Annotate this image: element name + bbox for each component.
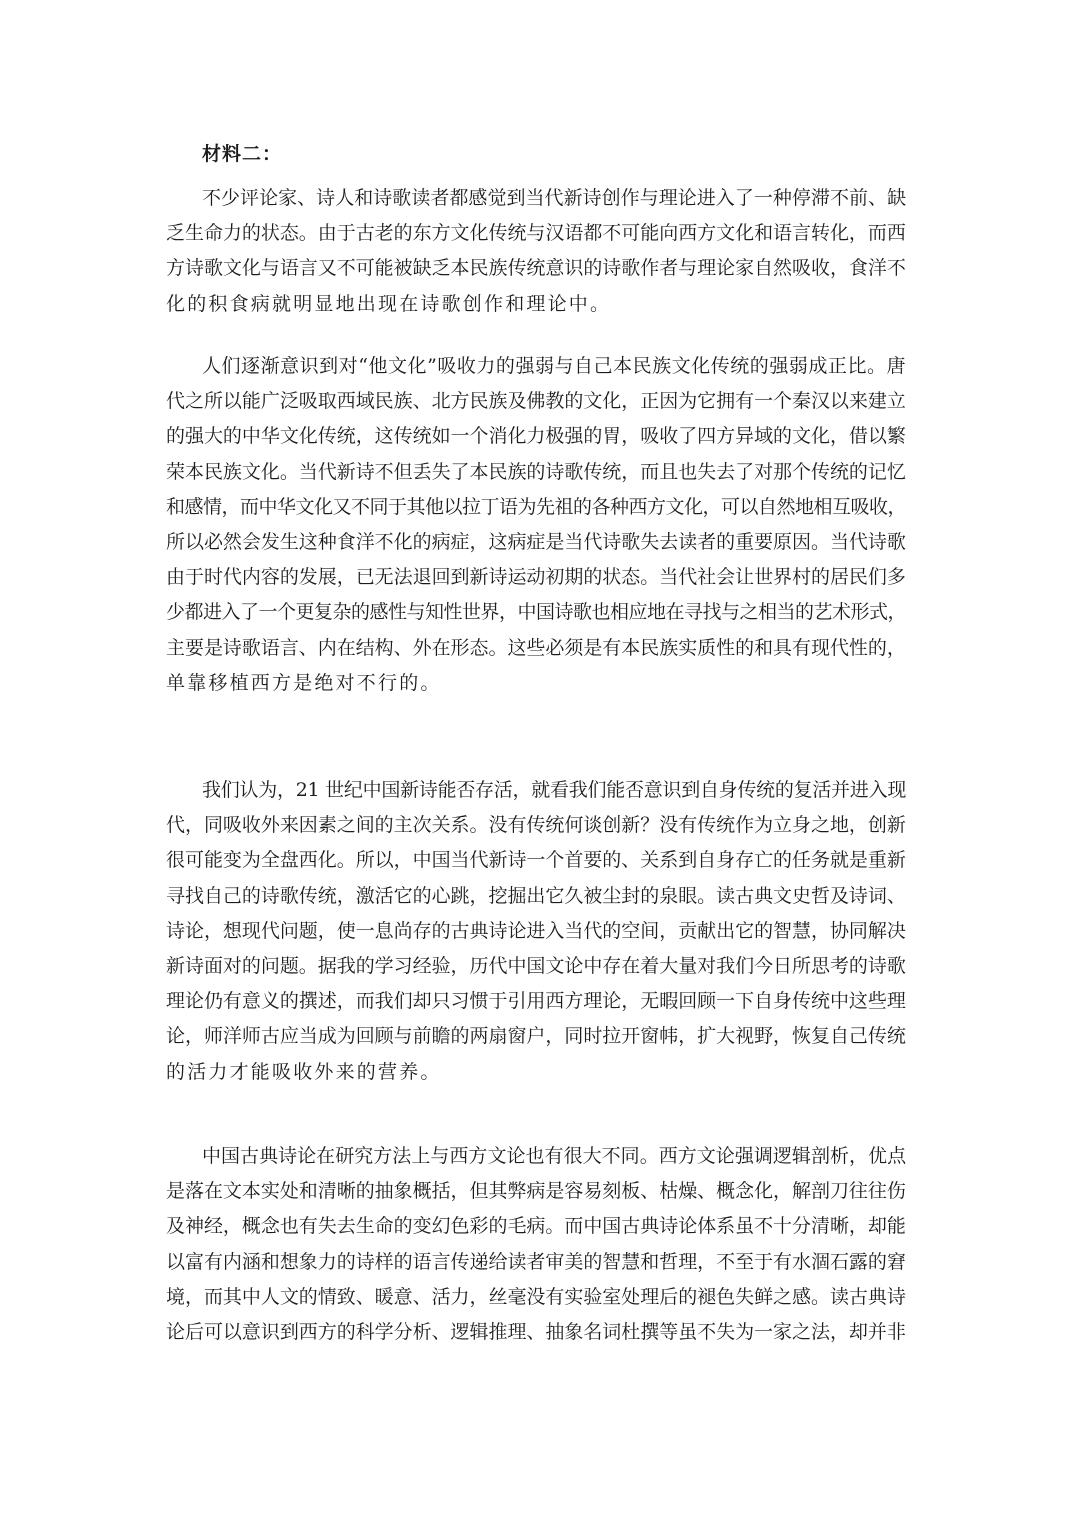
paragraph-2-line: 人们逐渐意识到对“他文化”吸收力的强弱与自己本民族文化传统的强弱成正比。唐 <box>202 355 907 377</box>
paragraph-2-line: 所以必然会发生这种食洋不化的病症，这病症是当代诗歌失去读者的重要原因。当代诗歌 <box>166 531 906 553</box>
paragraph-1-line: 乏生命力的状态。由于古老的东方文化传统与汉语都不可能向西方文化和语言转化，而西 <box>166 222 906 245</box>
paragraph-4-line: 以富有内涵和想象力的诗样的语言传递给读者审美的智慧和哲理，不至于有水涸石露的窘 <box>166 1250 906 1273</box>
paragraph-3-line: 代，同吸收外来因素之间的主次关系。没有传统何谈创新？没有传统作为立身之地，创新 <box>166 814 906 837</box>
paragraph-2-line: 由于时代内容的发展，已无法退回到新诗运动初期的状态。当代社会让世界村的居民们多 <box>166 566 906 589</box>
paragraph-4-line: 境，而其中人文的情致、暖意、活力，丝毫没有实验室处理后的褪色失鲜之感。读古典诗 <box>166 1285 906 1308</box>
paragraph-4-line: 是落在文本实处和清晰的抽象概括，但其弊病是容易刻板、枯燥、概念化，解剖刀往往伤 <box>166 1180 906 1203</box>
paragraph-3-line: 论，师洋师古应当成为回顾与前瞻的两扇窗户，同时拉开窗帏，扩大视野，恢复自己传统 <box>166 1025 906 1048</box>
paragraph-3-line: 新诗面对的问题。据我的学习经验，历代中国文论中存在着大量对我们今日所思考的诗歌 <box>166 955 906 977</box>
paragraph-2-line: 荣本民族文化。当代新诗不但丢失了本民族的诗歌传统，而且也失去了对那个传统的记忆 <box>166 460 906 483</box>
paragraph-2-line: 单靠移植西方是绝对不行的。 <box>166 671 442 694</box>
paragraph-3-line: 我们认为，21 世纪中国新诗能否存活，就看我们能否意识到自身传统的复活并进入现 <box>202 779 907 801</box>
paragraph-3-line: 很可能变为全盘西化。所以，中国当代新诗一个首要的、关系到自身存亡的任务就是重新 <box>166 849 906 872</box>
paragraph-2-line: 代之所以能广泛吸取西域民族、北方民族及佛教的文化，正因为它拥有一个秦汉以来建立 <box>166 390 906 413</box>
paragraph-2-line: 主要是诗歌语言、内在结构、外在形态。这些必须是有本民族实质性的和具有现代性的， <box>166 636 906 659</box>
paragraph-3-line: 理论仍有意义的撰述，而我们却只习惯于引用西方理论，无暇回顾一下自身传统中这些理 <box>166 990 906 1013</box>
section-heading: 材料二： <box>202 143 283 165</box>
paragraph-2-line: 的强大的中华文化传统，这传统如一个消化力极强的胃，吸收了四方异域的文化，借以繁 <box>166 425 906 448</box>
paragraph-1-line: 化的积食病就明显地出现在诗歌创作和理论中。 <box>166 292 612 315</box>
paragraph-3-line: 的活力才能吸收外来的营养。 <box>166 1060 442 1083</box>
paragraph-2-line: 少都进入了一个更复杂的感性与知性世界，中国诗歌也相应地在寻找与之相当的艺术形式， <box>166 601 907 624</box>
paragraph-4-line: 及神经，概念也有失去生命的变幻色彩的毛病。而中国古典诗论体系虽不十分清晰，却能 <box>166 1215 906 1238</box>
paragraph-3-line: 诗论，想现代问题，使一息尚存的古典诗论进入当代的空间，贡献出它的智慧，协同解决 <box>166 919 906 942</box>
paragraph-3-line: 寻找自己的诗歌传统，激活它的心跳，挖掘出它久被尘封的泉眼。读古典文史哲及诗词、 <box>166 884 906 907</box>
paragraph-2-line: 和感情，而中华文化又不同于其他以拉丁语为先祖的各种西方文化，可以自然地相互吸收， <box>166 495 907 518</box>
paragraph-1-line: 不少评论家、诗人和诗歌读者都感觉到当代新诗创作与理论进入了一种停滞不前、缺 <box>202 187 907 209</box>
paragraph-1-line: 方诗歌文化与语言又不可能被缺乏本民族传统意识的诗歌作者与理论家自然吸收，食洋不 <box>166 257 906 280</box>
paragraph-4-line: 论后可以意识到西方的科学分析、逻辑推理、抽象名词杜撰等虽不失为一家之法，却并非 <box>166 1321 906 1343</box>
paragraph-4-line: 中国古典诗论在研究方法上与西方文论也有很大不同。西方文论强调逻辑剖析，优点 <box>202 1145 907 1167</box>
